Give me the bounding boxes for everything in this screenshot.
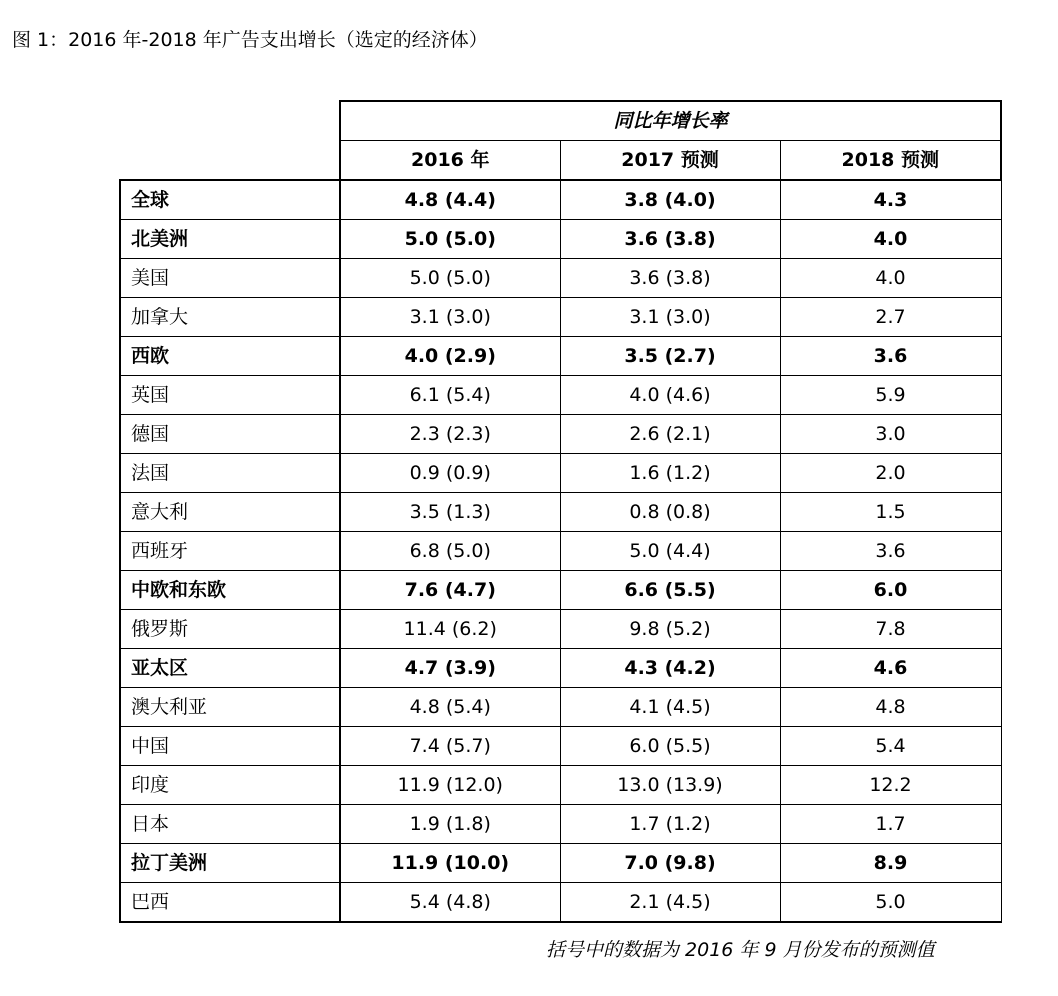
table-row (120, 220, 1001, 259)
value-2016-cell: 5.4 (4.8) (340, 883, 560, 923)
region-cell: 巴西 (120, 883, 340, 923)
region-cell: 澳大利亚 (120, 688, 340, 727)
value-2016-cell: 3.5 (1.3) (340, 493, 560, 532)
value-2016-cell: 4.7 (3.9) (340, 649, 560, 688)
value-2016-cell: 1.9 (1.8) (340, 805, 560, 844)
value-2018-cell: 4.3 (780, 180, 1001, 220)
table-row (120, 688, 1001, 727)
value-2018-cell: 2.0 (780, 454, 1001, 493)
header-2016: 2016 年 (340, 141, 560, 181)
region-cell: 英国 (120, 376, 340, 415)
value-2017-cell: 3.6 (3.8) (560, 220, 780, 259)
value-2016-cell: 7.6 (4.7) (340, 571, 560, 610)
table-header-row-group (120, 101, 1001, 141)
value-2017-cell: 2.6 (2.1) (560, 415, 780, 454)
region-cell: 俄罗斯 (120, 610, 340, 649)
value-2018-cell: 4.6 (780, 649, 1001, 688)
value-2016-cell: 6.1 (5.4) (340, 376, 560, 415)
value-2018-cell: 3.6 (780, 532, 1001, 571)
region-cell: 北美洲 (120, 220, 340, 259)
value-2017-cell: 4.3 (4.2) (560, 649, 780, 688)
value-2018-cell: 5.9 (780, 376, 1001, 415)
table-row (120, 727, 1001, 766)
table-row (120, 454, 1001, 493)
header-corner-blank (120, 101, 340, 180)
value-2016-cell: 6.8 (5.0) (340, 532, 560, 571)
region-cell: 亚太区 (120, 649, 340, 688)
value-2018-cell: 8.9 (780, 844, 1001, 883)
value-2018-cell: 1.7 (780, 805, 1001, 844)
table-row (120, 415, 1001, 454)
value-2018-cell: 12.2 (780, 766, 1001, 805)
value-2016-cell: 5.0 (5.0) (340, 259, 560, 298)
footnote: 括号中的数据为 2016 年 9 月份发布的预测值 (546, 939, 935, 961)
table-row (120, 337, 1001, 376)
value-2017-cell: 0.8 (0.8) (560, 493, 780, 532)
table-row (120, 844, 1001, 883)
value-2018-cell: 4.0 (780, 220, 1001, 259)
region-cell: 意大利 (120, 493, 340, 532)
region-cell: 拉丁美洲 (120, 844, 340, 883)
region-cell: 印度 (120, 766, 340, 805)
value-2017-cell: 1.7 (1.2) (560, 805, 780, 844)
value-2018-cell: 1.5 (780, 493, 1001, 532)
value-2016-cell: 4.0 (2.9) (340, 337, 560, 376)
value-2017-cell: 3.6 (3.8) (560, 259, 780, 298)
value-2017-cell: 5.0 (4.4) (560, 532, 780, 571)
value-2018-cell: 5.4 (780, 727, 1001, 766)
table-row (120, 259, 1001, 298)
value-2016-cell: 11.9 (10.0) (340, 844, 560, 883)
region-cell: 西欧 (120, 337, 340, 376)
value-2016-cell: 11.9 (12.0) (340, 766, 560, 805)
value-2018-cell: 5.0 (780, 883, 1001, 923)
value-2017-cell: 6.0 (5.5) (560, 727, 780, 766)
value-2018-cell: 4.8 (780, 688, 1001, 727)
value-2017-cell: 3.5 (2.7) (560, 337, 780, 376)
value-2017-cell: 1.6 (1.2) (560, 454, 780, 493)
header-2018-forecast: 2018 预测 (780, 141, 1001, 181)
table-row (120, 180, 1001, 220)
table-row (120, 298, 1001, 337)
value-2017-cell: 3.8 (4.0) (560, 180, 780, 220)
value-2016-cell: 7.4 (5.7) (340, 727, 560, 766)
value-2017-cell: 4.1 (4.5) (560, 688, 780, 727)
table-row (120, 376, 1001, 415)
table-row (120, 766, 1001, 805)
value-2018-cell: 6.0 (780, 571, 1001, 610)
region-cell: 美国 (120, 259, 340, 298)
value-2017-cell: 9.8 (5.2) (560, 610, 780, 649)
table-row (120, 571, 1001, 610)
value-2018-cell: 4.0 (780, 259, 1001, 298)
value-2016-cell: 4.8 (4.4) (340, 180, 560, 220)
region-cell: 德国 (120, 415, 340, 454)
value-2016-cell: 5.0 (5.0) (340, 220, 560, 259)
value-2018-cell: 7.8 (780, 610, 1001, 649)
region-cell: 中欧和东欧 (120, 571, 340, 610)
value-2016-cell: 3.1 (3.0) (340, 298, 560, 337)
table-row (120, 610, 1001, 649)
value-2018-cell: 3.6 (780, 337, 1001, 376)
header-yoy-growth: 同比年增长率 (340, 101, 1001, 141)
region-cell: 中国 (120, 727, 340, 766)
header-2017-forecast: 2017 预测 (560, 141, 780, 181)
value-2016-cell: 11.4 (6.2) (340, 610, 560, 649)
region-cell: 日本 (120, 805, 340, 844)
value-2016-cell: 4.8 (5.4) (340, 688, 560, 727)
value-2017-cell: 7.0 (9.8) (560, 844, 780, 883)
region-cell: 法国 (120, 454, 340, 493)
ad-spend-growth-table (119, 100, 1002, 923)
value-2017-cell: 2.1 (4.5) (560, 883, 780, 923)
value-2017-cell: 4.0 (4.6) (560, 376, 780, 415)
value-2017-cell: 3.1 (3.0) (560, 298, 780, 337)
value-2016-cell: 0.9 (0.9) (340, 454, 560, 493)
region-cell: 加拿大 (120, 298, 340, 337)
table-row (120, 883, 1001, 923)
table-row (120, 532, 1001, 571)
table-body (120, 180, 1001, 922)
region-cell: 西班牙 (120, 532, 340, 571)
region-cell: 全球 (120, 180, 340, 220)
table-row (120, 805, 1001, 844)
value-2016-cell: 2.3 (2.3) (340, 415, 560, 454)
value-2018-cell: 2.7 (780, 298, 1001, 337)
value-2017-cell: 13.0 (13.9) (560, 766, 780, 805)
value-2018-cell: 3.0 (780, 415, 1001, 454)
table-row (120, 493, 1001, 532)
figure-title: 图 1：2016 年-2018 年广告支出增长（选定的经济体） (12, 29, 488, 51)
value-2017-cell: 6.6 (5.5) (560, 571, 780, 610)
table-row (120, 649, 1001, 688)
